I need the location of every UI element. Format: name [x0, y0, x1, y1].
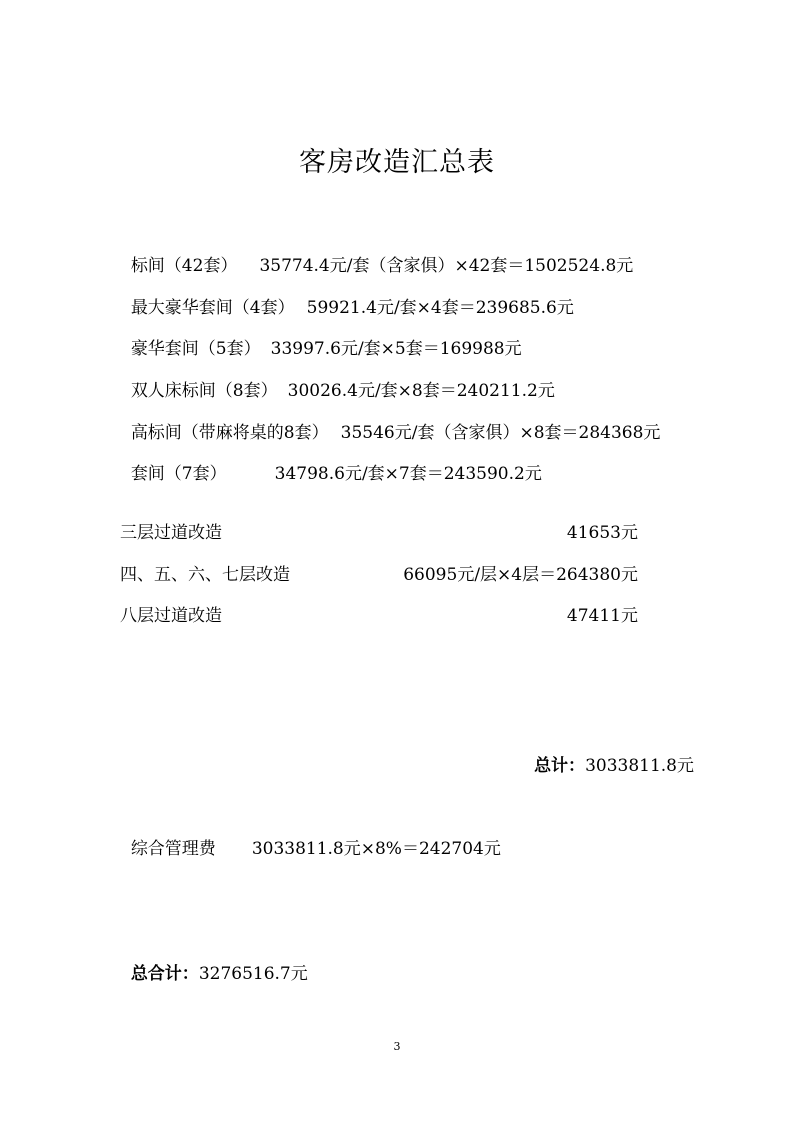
room-line-double-bed-standard [120, 355, 555, 403]
floor-line-third-corridor-label: 三层过道改造 [120, 523, 222, 543]
room-line-calc: 35774.4元/套（含家俱）×42套＝1502524.8元 [259, 256, 634, 276]
room-line-standard [120, 230, 633, 278]
room-line-calc: 33997.6元/套×5套＝169988元 [270, 339, 522, 359]
management-fee [120, 813, 501, 861]
grand-total-label: 总合计： [130, 964, 199, 984]
page-title: 客房改造汇总表 [299, 147, 495, 178]
room-line-label: 最大豪华套间（4套） [130, 298, 295, 318]
floor-line-eighth-corridor-amount: 47411元 [566, 606, 638, 626]
subtotal-label: 总计： [534, 756, 586, 776]
room-line-calc: 59921.4元/套×4套＝239685.6元 [306, 298, 574, 318]
grand-total-value: 3276516.7元 [198, 964, 308, 984]
subtotal [523, 730, 694, 778]
floor-line-eighth-corridor-label: 八层过道改造 [120, 606, 222, 626]
subtotal-value: 3033811.8元 [585, 756, 694, 776]
floor-line-four-to-seven-amount: 66095元/层×4层＝264380元 [403, 565, 638, 585]
management-fee-calc: 3033811.8元×8%＝242704元 [251, 839, 501, 859]
management-fee-label: 综合管理费 [130, 839, 216, 859]
room-line-calc: 35546元/套（含家俱）×8套＝284368元 [340, 423, 661, 443]
floor-line-third-corridor-amount: 41653元 [566, 523, 638, 543]
room-line-label: 豪华套间（5套） [130, 339, 261, 359]
room-line-suite [120, 438, 542, 486]
room-line-calc: 34798.6元/套×7套＝243590.2元 [274, 464, 542, 484]
room-line-label: 标间（42套） [130, 256, 238, 276]
room-line-label: 高标间（带麻将桌的8套） [130, 423, 329, 443]
grand-total [120, 938, 308, 986]
room-line-label: 双人床标间（8套） [130, 381, 278, 401]
room-line-label: 套间（7套） [130, 464, 227, 484]
floor-line-four-to-seven-label: 四、五、六、七层改造 [120, 565, 290, 585]
room-line-deluxe-suite [120, 313, 522, 361]
room-line-calc: 30026.4元/套×8套＝240211.2元 [287, 381, 555, 401]
page-number: 3 [393, 1040, 401, 1053]
